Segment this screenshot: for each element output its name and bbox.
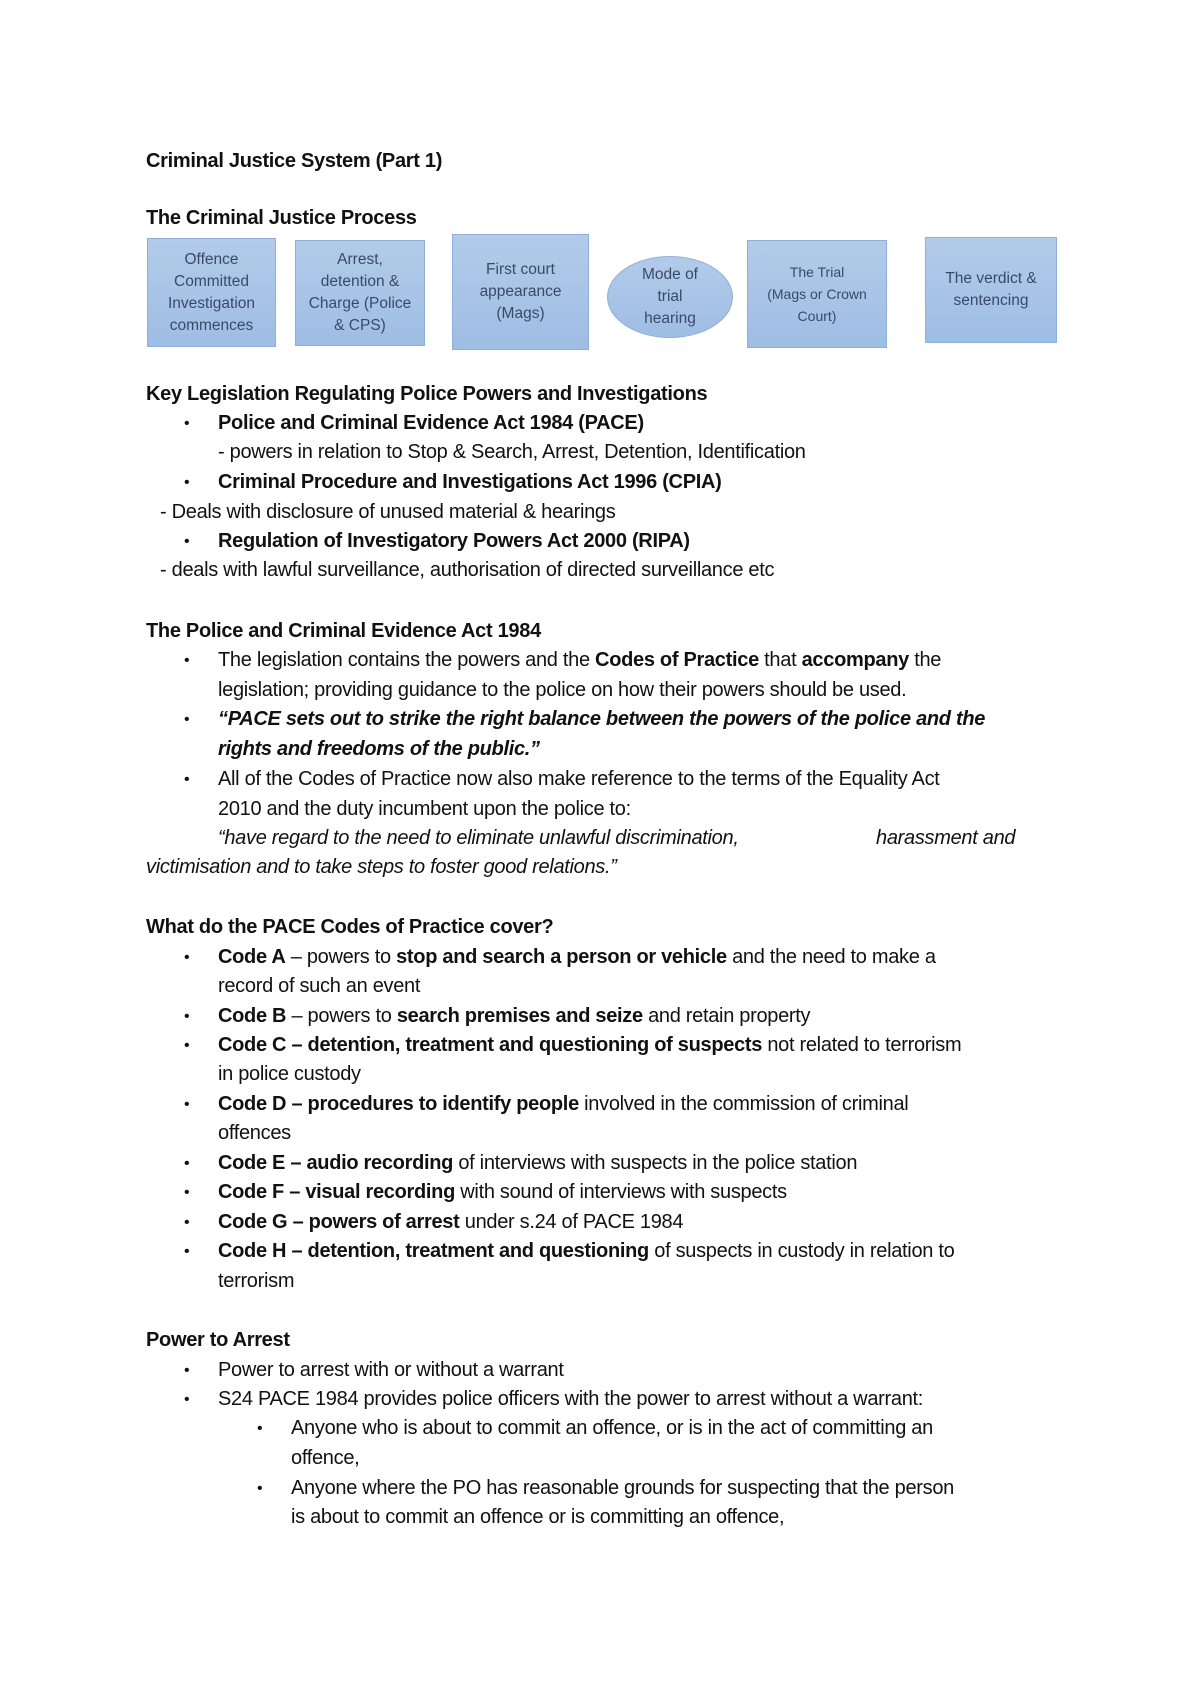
code-d-cont: offences [218,1122,291,1144]
legislation-pace: Police and Criminal Evidence Act 1984 (PACE) [218,412,644,434]
code-a: Code A – powers to stop and search a person or vehicle and the need to make a [218,946,936,968]
arrest-subpoint-2: Anyone where the PO has reasonable grounds for suspecting that the person [291,1477,954,1499]
code-d: Code D – procedures to identify people involved in the commission of criminal [218,1093,909,1115]
bullet-icon: • [184,415,190,432]
legislation-ripa-note: - deals with lawful surveillance, authorisation of directed surveillance etc [160,559,775,581]
bullet-icon: • [184,1096,190,1113]
bullet-icon: • [184,771,190,788]
bullet-icon: • [184,1155,190,1172]
document-title: Criminal Justice System (Part 1) [146,150,443,172]
arrest-point-2: S24 PACE 1984 provides police officers with the power to arrest without a warrant: [218,1388,924,1410]
bullet-icon: • [184,711,190,728]
equality-quote-part-1: “have regard to the need to eliminate unlawful discrimination, [218,827,739,849]
arrest-subpoint-1: Anyone who is about to commit an offence, or is in the act of committing an [291,1417,933,1439]
bullet-icon: • [184,1037,190,1054]
legislation-cpia: Criminal Procedure and Investigations Act 1996 (CPIA) [218,471,722,493]
codes-heading: What do the PACE Codes of Practice cover? [146,916,554,938]
process-step-first-court: First court appearance (Mags) [452,234,589,350]
arrest-heading: Power to Arrest [146,1329,290,1351]
bullet-icon: • [184,1391,190,1408]
arrest-subpoint-2-cont: is about to commit an offence or is committing an offence, [291,1506,785,1528]
pace-point-1-cont: legislation; providing guidance to the police on how their powers should be used. [218,679,907,701]
pace-point-1: The legislation contains the powers and the Codes of Practice that accompany the [218,649,942,671]
pace-quote: “PACE sets out to strike the right balance between the powers of the police and the [218,708,986,730]
code-g: Code G – powers of arrest under s.24 of PACE 1984 [218,1211,684,1233]
bullet-icon: • [184,1362,190,1379]
pace-quote-cont: rights and freedoms of the public.” [218,738,540,760]
bullet-icon: • [184,1008,190,1025]
pace-heading: The Police and Criminal Evidence Act 1984 [146,620,541,642]
bullet-icon: • [184,652,190,669]
code-f: Code F – visual recording with sound of interviews with suspects [218,1181,787,1203]
bullet-icon: • [184,1184,190,1201]
bullet-icon: • [184,1214,190,1231]
process-step-mode-of-trial: Mode of trial hearing [607,256,733,338]
bullet-icon: • [184,949,190,966]
equality-quote-part-2: harassment and [876,827,1016,849]
arrest-subpoint-1-cont: offence, [291,1447,360,1469]
code-c-cont: in police custody [218,1063,361,1085]
legislation-ripa: Regulation of Investigatory Powers Act 2000 (RIPA) [218,530,690,552]
bullet-icon: • [184,1243,190,1260]
process-step-offence: Offence Committed Investigation commences [147,238,276,347]
bullet-icon: • [257,1420,263,1437]
bullet-icon: • [184,533,190,550]
code-h: Code H – detention, treatment and questioning of suspects in custody in relation to [218,1240,955,1262]
code-c: Code C – detention, treatment and questioning of suspects not related to terrorism [218,1034,962,1056]
arrest-point-1: Power to arrest with or without a warrant [218,1359,564,1381]
process-step-verdict: The verdict & sentencing [925,237,1057,343]
process-heading: The Criminal Justice Process [146,207,417,229]
code-b: Code B – powers to search premises and seize and retain property [218,1005,811,1027]
legislation-pace-note: - powers in relation to Stop & Search, Arrest, Detention, Identification [218,441,806,463]
key-legislation-heading: Key Legislation Regulating Police Powers and Investigations [146,383,708,405]
equality-quote-cont: victimisation and to take steps to foster good relations.” [146,856,617,878]
pace-point-3: All of the Codes of Practice now also make reference to the terms of the Equality Act [218,768,940,790]
code-e: Code E – audio recording of interviews with suspects in the police station [218,1152,858,1174]
code-h-cont: terrorism [218,1270,295,1292]
pace-point-3-cont: 2010 and the duty incumbent upon the police to: [218,798,631,820]
code-a-cont: record of such an event [218,975,421,997]
bullet-icon: • [184,474,190,491]
process-step-arrest: Arrest, detention & Charge (Police & CPS) [295,240,425,346]
bullet-icon: • [257,1480,263,1497]
legislation-cpia-note: - Deals with disclosure of unused material & hearings [160,501,616,523]
process-step-trial: The Trial (Mags or Crown Court) [747,240,887,348]
